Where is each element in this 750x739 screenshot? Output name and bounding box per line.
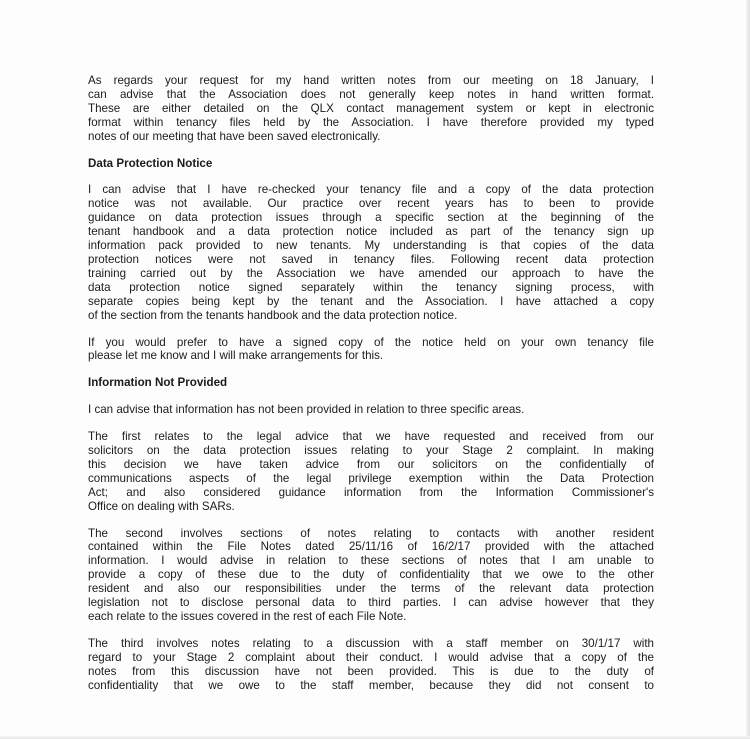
letter-body <box>88 74 654 706</box>
text-line: notice was not available. Our practice over recent years has to been to provide <box>88 197 654 211</box>
section-heading-data-protection: Data Protection Notice <box>88 156 213 170</box>
text-line: contained within the File Notes dated 25/11/16 of 16/2/17 provided with the attached <box>88 540 654 554</box>
text-line: confidentiality that we owe to the staff member, because they did not consent to <box>88 678 654 692</box>
text-line: Act; and also considered guidance information from the Information Commissioner's <box>88 485 654 499</box>
text-line: notes of our meeting that have been saved electronically. <box>88 129 381 143</box>
scan-edge-right <box>746 0 750 739</box>
text-line: information pack provided to new tenants. My understanding is that copies of the data <box>88 239 654 253</box>
text-line: provide a copy of these due to the duty of confidentiality that we owe to the other <box>88 568 654 582</box>
text-line: The first relates to the legal advice that we have requested and received from our <box>88 430 654 444</box>
text-line: data protection notice signed separately within the tenancy signing process, with <box>88 280 654 294</box>
paragraph-signed-copy <box>88 336 654 364</box>
text-line: As regards your request for my hand written notes from our meeting on 18 January, I <box>88 74 654 87</box>
text-line: training carried out by the Association we have amended our approach to have the <box>88 266 654 280</box>
text-line: notes from this discussion have not been provided. This is due to the duty of <box>88 664 654 678</box>
text-line: solicitors on the data protection issues relating to your Stage 2 complaint. In making <box>88 444 654 458</box>
text-line: The third involves notes relating to a discussion with a staff member on 30/1/17 with <box>88 636 654 650</box>
text-line: The second involves sections of notes relating to contacts with another resident <box>88 526 654 540</box>
text-line: Office on dealing with SARs. <box>88 499 235 513</box>
text-line: separate copies being kept by the tenant and the Association. I have attached a copy <box>88 294 654 308</box>
text-line: I can advise that I have re-checked your tenancy file and a copy of the data protection <box>88 183 654 197</box>
paragraph-data-protection <box>88 183 654 322</box>
text-line: each relate to the issues covered in the rest of each File Note. <box>88 610 407 623</box>
paragraph-handwritten-notes <box>88 74 654 144</box>
text-line: format within tenancy files held by the Association. I have therefore provided my typed <box>88 115 654 129</box>
text-line: I can advise that information has not been provided in relation to three specific areas. <box>88 403 525 417</box>
text-line: information. I would advise in relation to these sections of notes that I am unable to <box>88 554 654 568</box>
text-line: guidance on data protection issues through a specific section at the beginning of the <box>88 211 654 225</box>
text-line: communications aspects of the legal privilege exemption within the Data Protection <box>88 471 654 485</box>
paragraph-three-areas <box>88 403 654 417</box>
text-line: protection notices were not saved in tenancy files. Following recent data protection <box>88 252 654 266</box>
text-line: of the section from the tenants handbook and the data protection notice. <box>88 308 458 322</box>
text-line: If you would prefer to have a signed copy of the notice held on your own tenancy file <box>88 335 654 349</box>
paragraph-staff-member <box>88 637 654 693</box>
paragraph-other-resident <box>88 527 654 624</box>
text-line: this decision we have taken advice from our solicitors on the confidentially of <box>88 457 654 471</box>
text-line: resident and also our responsibilities under the terms of the relevant data protection <box>88 582 654 596</box>
text-line: tenant handbook and a data protection notice included as part of the tenancy sign up <box>88 225 654 239</box>
text-line: regard to your Stage 2 complaint about their conduct. I would advise that a copy of the <box>88 650 654 664</box>
text-line: These are either detailed on the QLX contact management system or kept in electronic <box>88 101 654 115</box>
text-line: can advise that the Association does not generally keep notes in hand written format. <box>88 87 654 101</box>
paragraph-legal-advice <box>88 430 654 513</box>
text-line: please let me know and I will make arrangements for this. <box>88 349 384 363</box>
text-line: legislation not to disclose personal data to third parties. I can advise however that they <box>88 596 654 610</box>
section-heading-information-not-provided: Information Not Provided <box>88 376 228 390</box>
